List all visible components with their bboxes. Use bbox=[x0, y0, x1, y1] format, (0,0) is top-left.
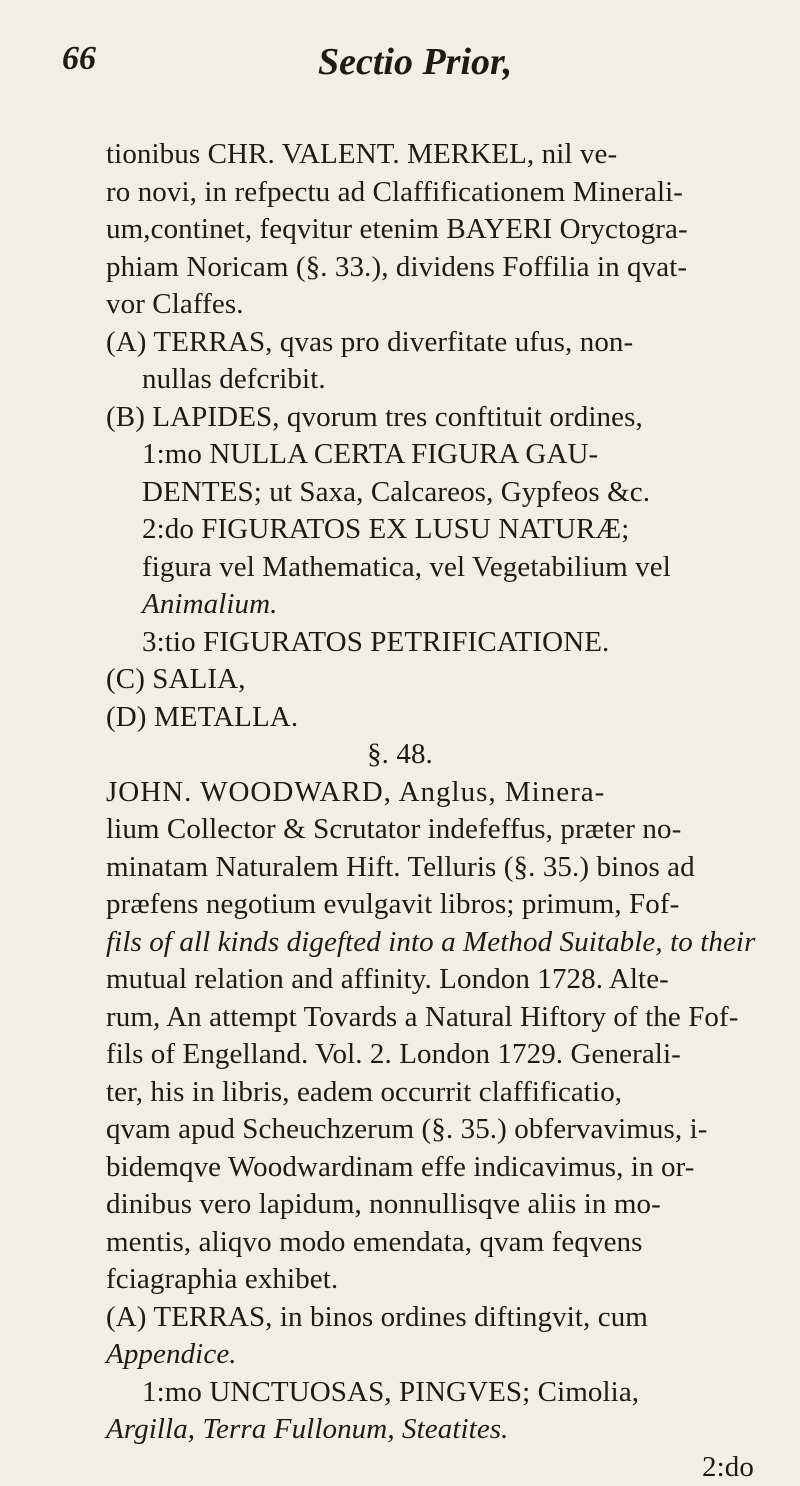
text-line: (A) TERRAS, in binos ordines diftingvit, cum bbox=[106, 1299, 754, 1337]
text-line: 1:mo NULLA CERTA FIGURA GAU- bbox=[106, 436, 754, 474]
text-line: 1:mo UNCTUOSAS, PINGVES; Cimolia, bbox=[106, 1374, 754, 1412]
text-line: ro novi, in refpectu ad Claffificationem Minerali- bbox=[106, 174, 754, 212]
page-number: 66 bbox=[62, 40, 96, 78]
text-line: ter, his in libris, eadem occurrit claffificatio, bbox=[106, 1074, 754, 1112]
text-line: um,continet, feqvitur etenim BAYERI Oryctogra- bbox=[106, 211, 754, 249]
text-line: mentis, aliqvo modo emendata, qvam feqvens bbox=[106, 1224, 754, 1262]
text-line: fils of Engelland. Vol. 2. London 1729. Generali- bbox=[106, 1036, 754, 1074]
text-line: Argilla, Terra Fullonum, Steatites. bbox=[106, 1411, 754, 1449]
text-line: (A) TERRAS, qvas pro diverfitate ufus, non- bbox=[106, 324, 754, 362]
text-line: mutual relation and affinity. London 1728. Alte- bbox=[106, 961, 754, 999]
section-number: §. 48. bbox=[106, 736, 754, 774]
text-line: (B) LAPIDES, qvorum tres conftituit ordines, bbox=[106, 399, 754, 437]
running-header bbox=[0, 40, 800, 90]
text-line: phiam Noricam (§. 33.), dividens Foffilia in qvat- bbox=[106, 249, 754, 287]
running-title: Sectio Prior, bbox=[318, 40, 512, 84]
text-line: (C) SALIA, bbox=[106, 661, 754, 699]
catchword: 2:do bbox=[106, 1449, 754, 1486]
text-line: (D) METALLA. bbox=[106, 699, 754, 737]
text-body bbox=[106, 136, 754, 1486]
text-line: minatam Naturalem Hift. Telluris (§. 35.) binos ad bbox=[106, 849, 754, 887]
text-line: rum, An attempt Tovards a Natural Hiftory of the Fof- bbox=[106, 999, 754, 1037]
text-line: fciagraphia exhibet. bbox=[106, 1261, 754, 1299]
text-line: dinibus vero lapidum, nonnullisqve aliis in mo- bbox=[106, 1186, 754, 1224]
text-line: 2:do FIGURATOS EX LUSU NATURÆ; bbox=[106, 511, 754, 549]
text-line: nullas defcribit. bbox=[106, 361, 754, 399]
text-line: lium Collector & Scrutator indefeffus, præter no- bbox=[106, 811, 754, 849]
text-line: qvam apud Scheuchzerum (§. 35.) obfervavimus, i- bbox=[106, 1111, 754, 1149]
text-line: vor Claffes. bbox=[106, 286, 754, 324]
text-line: bidemqve Woodwardinam effe indicavimus, in or- bbox=[106, 1149, 754, 1187]
text-line: DENTES; ut Saxa, Calcareos, Gypfeos &c. bbox=[106, 474, 754, 512]
text-line: præfens negotium evulgavit libros; primum, Fof- bbox=[106, 886, 754, 924]
text-line: fils of all kinds digefted into a Method Suitable, to their bbox=[106, 924, 754, 962]
text-line: Appendice. bbox=[106, 1336, 754, 1374]
text-line: JOHN. WOODWARD, Anglus, Minera- bbox=[106, 774, 754, 812]
text-line: Animalium. bbox=[106, 586, 754, 624]
text-line: tionibus CHR. VALENT. MERKEL, nil ve- bbox=[106, 136, 754, 174]
text-line: 3:tio FIGURATOS PETRIFICATIONE. bbox=[106, 624, 754, 662]
text-line: figura vel Mathematica, vel Vegetabilium vel bbox=[106, 549, 754, 587]
